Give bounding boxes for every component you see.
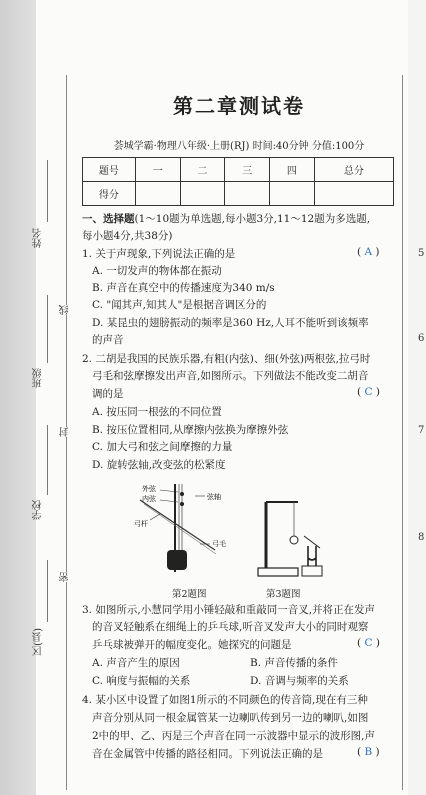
score-input[interactable]	[270, 182, 315, 206]
q2-stem: 弓毛和弦摩擦发出声音,如图所示。下列做法不能改变二胡音	[92, 370, 369, 382]
q4-stem: 4. 某小区中设置了如图1所示的不同颜色的传音筒,现在有三种	[82, 694, 368, 706]
q3-option: C. 响度与振幅的关系	[92, 675, 191, 687]
q1-answer: ( A )	[357, 246, 380, 258]
erhu-figure	[130, 480, 240, 580]
q3-answer-value: C	[364, 637, 373, 649]
q4-stem: 声音分别从同一根金属管某一边喇叭传到另一边的喇叭,如图	[92, 712, 369, 724]
table-cell: 题号	[83, 158, 136, 182]
q1-option: 的声音	[92, 334, 124, 346]
table-cell: 三	[225, 158, 270, 182]
fig2-label: 弦轴	[207, 493, 221, 501]
cut-mark: 封	[60, 427, 71, 437]
fig2-caption: 第2题图	[172, 589, 207, 600]
table-cell: 一	[135, 158, 180, 182]
name-field[interactable]	[47, 160, 49, 222]
q2-stem: 调的是	[92, 388, 124, 400]
right-margin-number: 7	[418, 425, 425, 436]
class-field[interactable]	[47, 295, 49, 363]
section-heading	[82, 211, 370, 227]
q3-stem: 3. 如图所示,小慧同学用小锤轻敲和重敲同一音叉,并将正在发声	[82, 604, 376, 616]
q4-answer-value: B	[364, 746, 373, 758]
q2-answer: ( C )	[357, 386, 380, 398]
cut-mark: 密	[60, 572, 71, 582]
table-cell: 总分	[314, 158, 393, 182]
right-margin-number: 5	[418, 248, 425, 259]
table-row	[83, 182, 394, 206]
table-cell: 得分	[83, 182, 136, 206]
q2-option: D. 旋转弦轴,改变弦的松紧度	[92, 459, 226, 471]
score-input[interactable]	[135, 182, 180, 206]
fig2-label: 弓毛	[212, 540, 226, 548]
class-label: 班级	[33, 368, 44, 388]
score-input[interactable]	[180, 182, 225, 206]
table-cell: 二	[180, 158, 225, 182]
q3-stem: 的音叉轻触系在细绳上的乒乓球,听音叉发声大小的同时观察	[92, 621, 369, 633]
fig2-label: 弓杆	[134, 520, 148, 528]
name-label: 姓名	[33, 228, 44, 248]
table-row	[83, 158, 394, 182]
right-border-line	[402, 75, 403, 790]
table-cell: 四	[270, 158, 315, 182]
page-title: 第二章测试卷	[173, 94, 305, 118]
score-input[interactable]	[314, 182, 393, 206]
q1-option: C. "闻其声,知其人"是根据音调区分的	[92, 299, 267, 311]
right-margin	[408, 0, 426, 795]
q1-option: A. 一切发声的物体都在振动	[92, 265, 222, 277]
cut-mark: 线	[60, 305, 71, 315]
q3-option: B. 声音传播的条件	[250, 657, 338, 669]
q2-stem: 2. 二胡是我国的民族乐器,有粗(内弦)、细(外弦)两根弦,拉弓时	[82, 353, 371, 365]
q4-stem: 2中的甲、乙、丙是三个声音在同一示波器中显示的波形图,声	[92, 730, 376, 742]
q3-option: A. 声音产生的原因	[92, 657, 180, 669]
q3-option: D. 音调与频率的关系	[250, 675, 349, 687]
district-label: 区(县)	[33, 628, 44, 656]
school-label: 学校	[33, 500, 44, 520]
exam-meta: 荟城学霸·物理八年级·上册(RJ) 时间:40分钟 分值:100分	[113, 141, 365, 152]
q2-option: C. 加大弓和弦之间摩擦的力量	[92, 441, 233, 453]
q1-option: B. 声音在真空中的传播速度为340 m/s	[92, 282, 275, 294]
section-title: 一、选择题	[82, 213, 135, 225]
q3-answer: ( C )	[357, 637, 380, 649]
right-margin-number: 8	[418, 532, 425, 543]
section-note-2: 每小题4分,共38分)	[82, 230, 173, 242]
right-margin-number: 6	[418, 333, 425, 344]
q2-option: A. 按压同一根弦的不同位置	[92, 406, 222, 418]
q3-stem: 乒乓球被弹开的幅度变化。她探究的问题是	[92, 639, 292, 651]
q4-stem: 音在金属管中传播的路径相同。下列说法正确的是	[92, 748, 323, 760]
score-input[interactable]	[225, 182, 270, 206]
fig2-label: 外弦	[142, 485, 156, 493]
fig2-label: 内弦	[142, 495, 156, 503]
fig3-caption: 第3题图	[266, 589, 301, 600]
q1-answer-value: A	[364, 246, 373, 258]
q2-answer-value: C	[364, 386, 373, 398]
district-field[interactable]	[47, 560, 49, 622]
section-note: (1～10题为单选题,每小题3分,11～12题为多选题,	[134, 213, 371, 225]
q1-stem: 1. 关于声现象,下列说法正确的是	[82, 248, 236, 260]
score-table	[82, 157, 394, 206]
school-field[interactable]	[47, 425, 49, 495]
tuning-fork-figure	[250, 488, 330, 583]
q1-option: D. 某昆虫的翅膀振动的频率是360 Hz,人耳不能听到该频率	[92, 317, 369, 329]
q2-option: B. 按压位置相同,从摩擦内弦换为摩擦外弦	[92, 424, 289, 436]
q4-answer: ( B )	[357, 746, 380, 758]
